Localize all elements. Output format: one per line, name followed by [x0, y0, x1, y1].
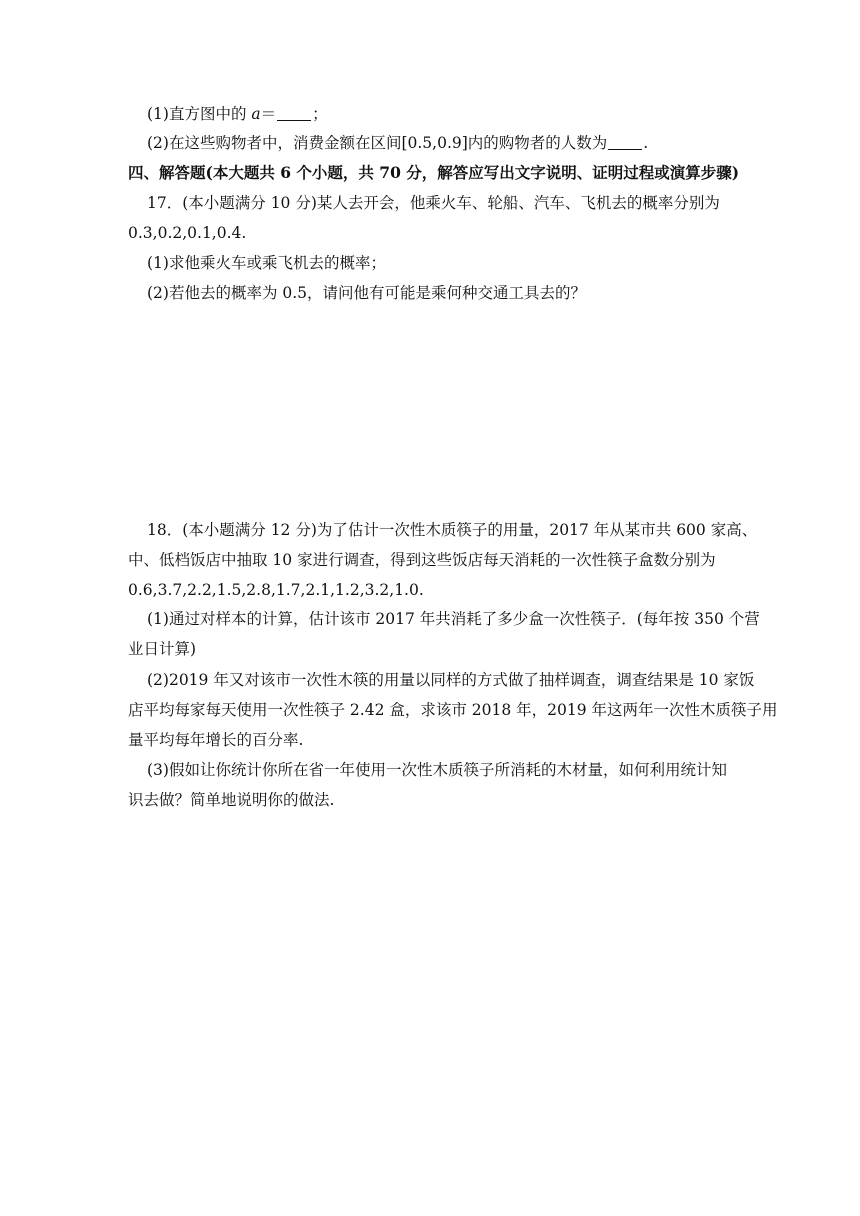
answer-blank-1 [277, 106, 311, 121]
answer-blank-2 [608, 135, 642, 150]
q16-sub2 [147, 133, 648, 153]
q18-sub2-line1: (2)2019 年又对该市一次性木筷的用量以同样的方式做了抽样调查，调查结果是 10 家饭 [147, 671, 755, 689]
q17-sub2: (2)若他去的概率为 0.5，请问他有可能是乘何种交通工具去的？ [147, 284, 587, 302]
section-heading: 四、解答题(本大题共 6 个小题，共 70 分，解答应写出文字说明、证明过程或演算步骤) [128, 163, 740, 182]
q18-sub1-line1: (1)通过对样本的计算，估计该市 2017 年共消耗了多少盒一次性筷子．(每年按 350 个营 [147, 610, 760, 628]
q18-sub3-line1: (3)假如让你统计你所在省一年使用一次性木质筷子所消耗的木材量，如何利用统计知 [147, 761, 727, 779]
q17-sub1: (1)求他乘火车或乘飞机去的概率； [147, 254, 386, 272]
q18-data-line: 0.6,3.7,2.2,1.5,2.8,1.7,2.1,1.2,3.2,1.0. [128, 581, 424, 599]
q18-sub2-line3: 量平均每年增长的百分率. [128, 731, 304, 749]
q17-stem-line1: 17．(本小题满分 10 分)某人去开会，他乘火车、轮船、汽车、飞机去的概率分别为 [147, 194, 720, 212]
q16-sub1-suffix: ； [312, 105, 328, 123]
q16-sub1-prefix: (1)直方图中的 [147, 105, 252, 123]
q18-sub3-line2: 识去做？简单地说明你的做法. [128, 791, 335, 809]
q18-stem-line2: 中、低档饭店中抽取 10 家进行调查，得到这些饭店每天消耗的一次性筷子盒数分别为 [128, 551, 716, 569]
q16-sub2-prefix: (2)在这些购物者中，消费金额在区间[0.5,0.9]内的购物者的人数为 [147, 134, 608, 152]
q18-stem-line1: 18．(本小题满分 12 分)为了估计一次性木质筷子的用量，2017 年从某市共 600 家高、 [147, 521, 758, 539]
q16-sub1 [147, 104, 328, 124]
equals-sign: ＝ [260, 105, 277, 123]
q18-sub1-line2: 业日计算) [128, 640, 197, 658]
variable-a: a [251, 105, 261, 123]
q16-sub2-suffix: . [643, 134, 649, 152]
q18-sub2-line2: 店平均每家每天使用一次性筷子 2.42 盒，求该市 2018 年，2019 年这两年一次性木质筷子用 [128, 701, 778, 719]
q17-stem-line2: 0.3,0.2,0.1,0.4. [128, 224, 247, 242]
